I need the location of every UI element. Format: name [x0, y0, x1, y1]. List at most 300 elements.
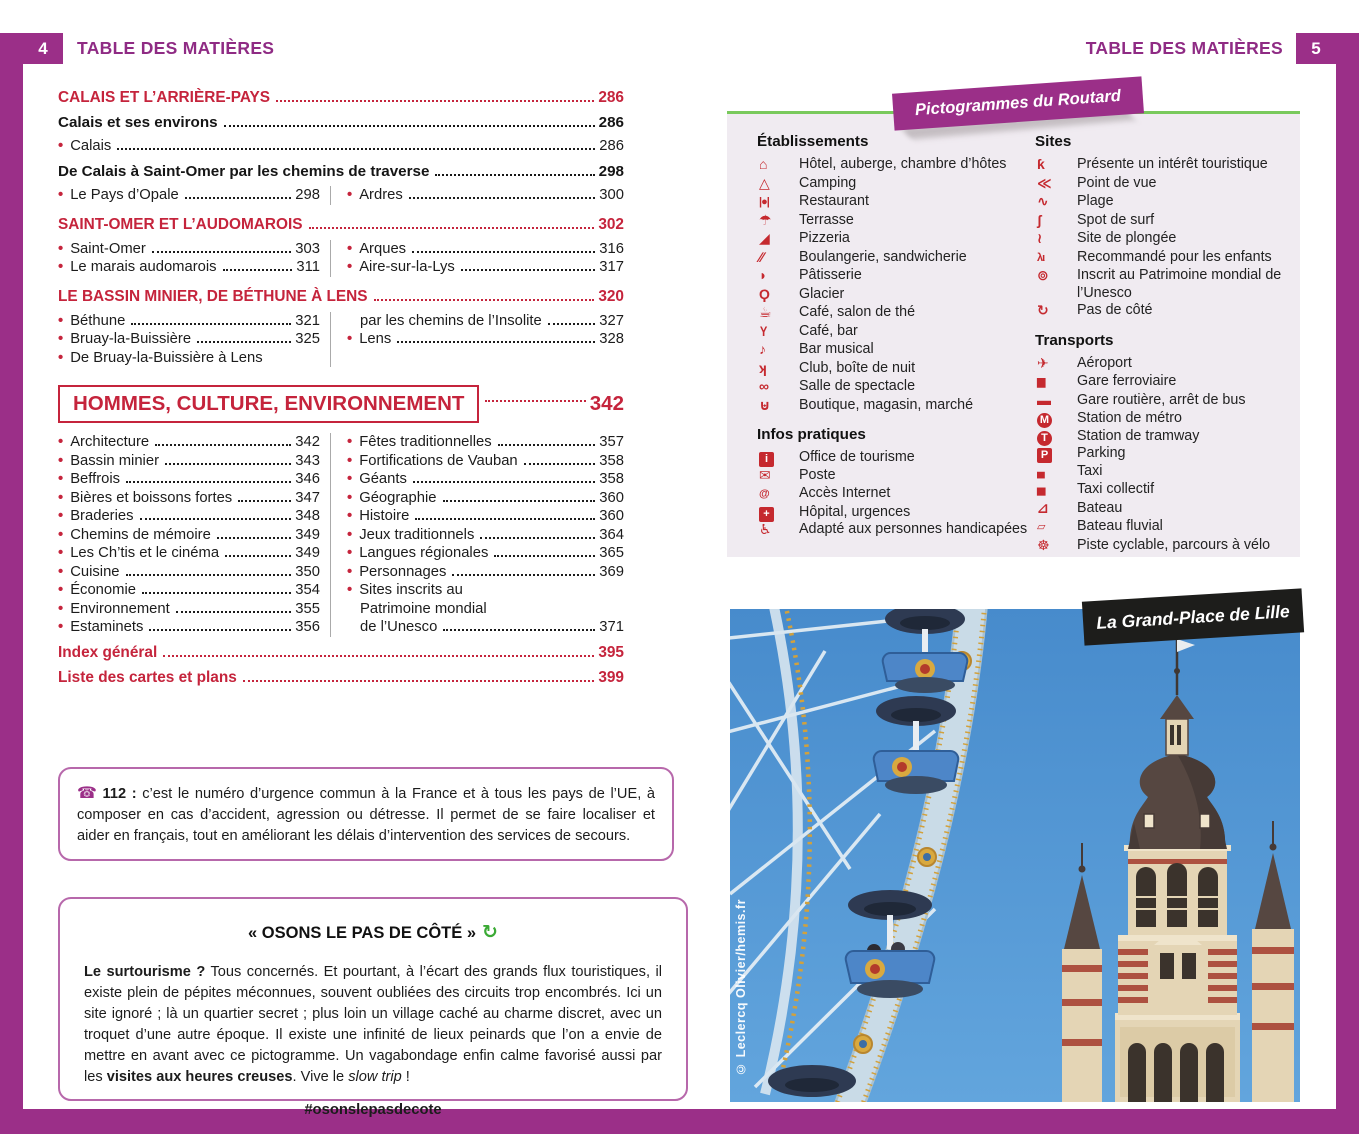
toc-page: 364: [599, 526, 624, 543]
toc-page: 349: [295, 545, 320, 561]
dot-leader: [309, 227, 595, 229]
toc-label: Les Ch’tis et le cinéma: [70, 545, 220, 561]
page-number-left: 4: [23, 33, 63, 64]
toc-row: [58, 544, 320, 563]
toc-row: [58, 215, 624, 234]
bullet-icon: •: [58, 489, 64, 506]
running-head-left: TABLE DES MATIÈRES: [77, 38, 275, 58]
legend-heading-sites: Sites: [1035, 133, 1072, 150]
toc-label: De Calais à Saint-Omer par les chemins de traverse: [58, 163, 430, 180]
toc-row: [347, 470, 624, 489]
toc-row: [58, 452, 320, 471]
dot-leader: [443, 500, 596, 502]
bullet-icon: •: [58, 331, 64, 347]
toc-page: 303: [295, 240, 320, 257]
dot-leader: [452, 574, 595, 576]
toc-row: [347, 563, 624, 582]
dot-leader: [185, 197, 292, 199]
toc-row: [58, 643, 624, 662]
legend-label: Accès Internet: [799, 485, 891, 501]
toc-label: Arques: [359, 240, 407, 257]
dot-leader: [224, 125, 595, 127]
riverboat-icon: ▱: [1037, 521, 1045, 533]
toc-row: [58, 668, 624, 687]
dot-leader: [140, 518, 292, 520]
legend-label: Spot de surf: [1077, 211, 1155, 228]
toc-row: [58, 507, 320, 526]
toc-row: [58, 258, 320, 277]
toc-label: CALAIS ET L’ARRIÈRE-PAYS: [58, 89, 271, 106]
shared-taxi-icon: ▅: [1037, 484, 1045, 496]
toc-label: Béthune: [70, 312, 126, 329]
toc-label: Beffrois: [70, 471, 121, 487]
osons-paragraph: Le surtourisme ? Tous concernés. Et pourtant, à l’écart des grands flux touristiques, il existe plein de pépites méconnues, souvent oubliées des circuits trop encombrés. Ici un site ignoré ; là un quartier secret ; plus loin un village caché au charme discret, avec un troquet d’une autre époque. Il existe une infinité de lieux peinards que l’on a envie de mettre en avant avec ce pictogramme. Un vagabondage enfin calme favorisé aussi par les visites aux heures creuses. Vive le slow trip !: [84, 964, 662, 1086]
bullet-icon: •: [58, 471, 64, 487]
legend-item: [1035, 193, 1290, 212]
legend-label: Bar musical: [799, 341, 874, 357]
toc-row: [58, 563, 320, 582]
legend-item: [757, 193, 1035, 212]
toc-page: 298: [295, 187, 320, 203]
pizzeria-icon: ◢: [759, 230, 770, 246]
toc-row: [58, 526, 320, 545]
toc-page: 342: [295, 434, 320, 450]
legend-label: Office de tourisme: [799, 449, 915, 465]
legend-label: Boulangerie, sandwicherie: [799, 248, 967, 265]
toc-label: Environnement: [70, 600, 170, 617]
legend-heading-establishments: Établissements: [757, 133, 869, 150]
legend-item: [757, 286, 1035, 305]
toc-page: 348: [295, 508, 320, 524]
toc-label: Saint-Omer: [70, 240, 146, 257]
legend-item: [1035, 428, 1290, 446]
toc-label: Cuisine: [70, 563, 120, 580]
dot-leader: [152, 251, 291, 253]
dot-leader: [126, 574, 292, 576]
toc-row: [58, 600, 320, 619]
legend-item: [1035, 518, 1290, 537]
music-bar-icon: ♪: [759, 341, 766, 357]
toc-row: [347, 312, 624, 331]
internet-icon: @: [759, 488, 769, 500]
toc-label: Géants: [359, 471, 407, 487]
toc-page: 343: [295, 452, 320, 469]
legend-item: [1035, 249, 1290, 268]
bullet-icon: •: [58, 434, 64, 450]
legend-label: Gare routière, arrêt de bus: [1077, 391, 1246, 408]
legend-item: [757, 341, 1035, 360]
bullet-icon: •: [58, 563, 64, 580]
toc-label: Aire-sur-la-Lys: [359, 259, 455, 275]
toc-label: par les chemins de l’Insolite: [360, 312, 542, 329]
toc-two-columns: [58, 240, 624, 277]
legend-label: Club, boîte de nuit: [799, 359, 916, 376]
bullet-icon: •: [347, 508, 353, 524]
toc-row: [347, 507, 624, 526]
bakery-icon: ∕∕: [759, 248, 764, 265]
legend-heading-transports: Transports: [1035, 331, 1114, 349]
legend-item: [757, 378, 1035, 397]
legend-item: [757, 521, 1035, 540]
legend-label: Restaurant: [799, 193, 869, 209]
dot-leader: [548, 323, 596, 325]
legend-label: Présente un intérêt touristique: [1077, 156, 1268, 172]
legend-item: [757, 397, 1035, 416]
toc-label: Braderies: [70, 508, 134, 524]
toc-row: [58, 581, 320, 600]
toc-row: [347, 489, 624, 508]
legend-item: [1035, 355, 1290, 374]
legend-item: [1035, 500, 1290, 519]
hotel-icon: ⌂: [759, 156, 768, 172]
emergency-text: c’est le numéro d’urgence commun à la France et à tous les pays de l’UE, à composer en cas d’accident, agression ou détresse. Il permet de se faire localiser et aider en français, tout en améliorant les délais d’intervention des services de secours.: [77, 786, 655, 845]
toc-row: [58, 113, 624, 132]
dot-leader: [461, 269, 595, 271]
toc-page: 328: [599, 331, 624, 347]
metro-icon: M: [1035, 410, 1077, 428]
legend-item: [1035, 373, 1290, 392]
pictogram-banner: Pictogrammes du Routard: [892, 76, 1144, 130]
legend-item: [757, 156, 1035, 175]
toc-page: 300: [599, 187, 624, 203]
surf-icon: ʃ: [1037, 211, 1042, 228]
legend-item: [757, 467, 1035, 486]
right-spine-stripe: [1336, 33, 1359, 1134]
toc-page: 365: [599, 545, 624, 561]
legend-item: [1035, 302, 1290, 321]
bullet-icon: •: [58, 619, 64, 635]
camping-icon: △: [759, 174, 770, 191]
bullet-icon: •: [347, 240, 353, 257]
legend-list-infos: [757, 449, 1035, 540]
toc-page: 355: [295, 600, 320, 617]
sidestep-green-icon: ↻: [482, 922, 498, 943]
toc-page: 360: [599, 508, 624, 524]
page-number-right: 5: [1296, 33, 1336, 64]
legend-item: [1035, 267, 1290, 302]
toc-row: [347, 186, 624, 205]
bullet-icon: •: [347, 331, 353, 347]
kids-icon: λι: [1037, 251, 1045, 264]
unesco-icon: ⊚: [1037, 267, 1049, 283]
boat-icon: ⊿: [1037, 499, 1049, 516]
legend-label: Salle de spectacle: [799, 378, 916, 394]
toc-row: [58, 88, 624, 107]
toc-row: [347, 526, 624, 545]
toc-page: 350: [295, 563, 320, 580]
legend-item: [757, 304, 1035, 323]
dot-leader: [142, 592, 291, 594]
legend-label: Pizzeria: [799, 230, 850, 246]
icecream-icon: Ϙ: [759, 285, 770, 302]
bullet-icon: •: [58, 138, 64, 154]
dot-leader: [217, 537, 291, 539]
toc-label: Estaminets: [70, 619, 144, 635]
toc-row: [347, 433, 624, 452]
bullet-icon: •: [58, 187, 64, 203]
dot-leader: [176, 611, 292, 613]
legend-label: Station de tramway: [1077, 427, 1200, 444]
legend-item: [757, 485, 1035, 504]
legend-label: Glacier: [799, 285, 845, 302]
dot-leader: [443, 629, 595, 631]
bus-station-icon: ▬: [1037, 391, 1051, 408]
dot-leader: [238, 500, 291, 502]
toc-page: 286: [598, 89, 624, 106]
legend-item: [1035, 410, 1290, 428]
legend-label: Hôtel, auberge, chambre d’hôtes: [799, 156, 1007, 172]
toc-row: [58, 186, 320, 205]
legend-label: Bateau: [1077, 499, 1123, 516]
toc-label: de l’Unesco: [360, 619, 438, 635]
legend-label: Poste: [799, 466, 836, 483]
legend-item: [1035, 463, 1290, 482]
toc-block-bottom: [58, 643, 624, 687]
legend-label: Station de métro: [1077, 410, 1182, 426]
bullet-icon: •: [58, 259, 64, 275]
dot-leader: [223, 269, 293, 271]
toc-page: 317: [599, 259, 624, 275]
toc-row: [347, 618, 624, 637]
toc-label: Langues régionales: [359, 545, 489, 561]
toc-page: 298: [598, 163, 624, 180]
phone-icon: ☎: [77, 785, 99, 802]
toc-label: Index général: [58, 643, 158, 661]
dot-leader: [225, 555, 291, 557]
bullet-icon: •: [347, 471, 353, 487]
table-of-contents: [58, 78, 624, 691]
toc-page: 316: [599, 240, 624, 257]
legend-item: [757, 175, 1035, 194]
legend-item: [757, 360, 1035, 379]
toc-row: [58, 349, 320, 368]
legend-label: Pas de côté: [1077, 302, 1153, 318]
legend-item: [1035, 481, 1290, 500]
toc-row: [347, 258, 624, 277]
boxed-section-title: HOMMES, CULTURE, ENVIRONNEMENT: [58, 385, 479, 423]
cafe-bar-icon: Y: [759, 322, 768, 339]
toc-label: Bruay-la-Buissière: [70, 331, 192, 347]
dot-leader: [155, 444, 291, 446]
toc-page: 286: [598, 114, 624, 131]
dot-leader: [126, 481, 291, 483]
wheelchair-icon: ♿: [759, 521, 772, 537]
toc-row: [347, 544, 624, 563]
toc-row: [347, 240, 624, 259]
airport-icon: ✈: [1037, 354, 1049, 371]
pictogram-panel: [727, 111, 1300, 557]
bullet-icon: •: [347, 452, 353, 469]
cafe-tea-icon: ☕: [759, 304, 772, 320]
bullet-icon: •: [347, 187, 353, 203]
toc-page: 354: [295, 582, 320, 598]
dot-leader: [524, 463, 596, 465]
bullet-icon: •: [347, 259, 353, 275]
toc-label: Géographie: [359, 489, 437, 506]
toc-page: 358: [599, 452, 624, 469]
beach-icon: ∿: [1037, 193, 1049, 209]
bullet-icon: •: [58, 452, 64, 469]
toc-row: [347, 600, 624, 619]
photo-illustration: [730, 609, 1300, 1102]
diving-icon: ≀: [1037, 230, 1043, 246]
terrace-icon: ☂: [759, 211, 772, 228]
toc-section-bassin: [58, 287, 624, 306]
toc-label: Fortifications de Vauban: [359, 452, 518, 469]
toc-page: 358: [599, 471, 624, 487]
toc-page: 371: [599, 619, 624, 635]
toc-label: LE BASSIN MINIER, DE BÉTHUNE À LENS: [58, 287, 368, 305]
legend-label: Inscrit au Patrimoine mondial de l’Unesco: [1077, 267, 1282, 301]
osons-note-box: [58, 897, 688, 1119]
toc-page: 346: [295, 471, 320, 487]
dot-leader: [374, 299, 595, 301]
toc-section-audomarois: [58, 215, 624, 234]
toc-page: 321: [295, 312, 320, 329]
legend-label: Recommandé pour les enfants: [1077, 248, 1272, 265]
bullet-icon: •: [58, 526, 64, 543]
restaurant-icon: |●|: [759, 196, 769, 208]
toc-label: SAINT-OMER ET L’AUDOMAROIS: [58, 215, 303, 233]
bullet-icon: •: [347, 545, 353, 561]
legend-item: [1035, 156, 1290, 175]
legend-label: Café, salon de thé: [799, 304, 916, 320]
tram-icon: T: [1035, 428, 1077, 446]
legend-label: Terrasse: [799, 211, 854, 228]
toc-page: 395: [598, 643, 624, 661]
toc-page: 347: [295, 489, 320, 506]
toc-label: Personnages: [359, 563, 447, 580]
dot-leader: [397, 341, 595, 343]
bike-icon: ☸: [1037, 536, 1050, 553]
bullet-icon: •: [58, 312, 64, 329]
bullet-icon: •: [347, 489, 353, 506]
emergency-note-box: [58, 767, 674, 861]
toc-page: 369: [599, 563, 624, 580]
photo-caption: La Grand-Place de Lille: [1082, 588, 1304, 645]
photo-credit: © Leclercq Olivier/hemis.fr: [734, 899, 748, 1076]
legend-item: [1035, 537, 1290, 556]
legend-item: [1035, 392, 1290, 411]
toc-label: Ardres: [359, 187, 403, 203]
bullet-icon: •: [347, 563, 353, 580]
photo-grand-place-lille: [730, 609, 1300, 1102]
legend-label: Gare ferroviaire: [1077, 373, 1177, 389]
legend-item: [757, 212, 1035, 231]
toc-two-columns: [58, 433, 624, 637]
dot-leader: [435, 174, 594, 176]
bullet-icon: •: [58, 545, 64, 561]
toc-row: [58, 137, 624, 156]
toc-label: Économie: [70, 582, 136, 598]
toc-page: 342: [589, 392, 624, 415]
taxi-icon: ▄: [1037, 465, 1044, 478]
viewpoint-icon: ≪: [1037, 174, 1052, 191]
dot-leader: [480, 537, 595, 539]
dot-leader: [413, 481, 595, 483]
dot-leader: [276, 100, 594, 102]
toc-page: 360: [599, 489, 624, 506]
bullet-icon: •: [347, 582, 353, 598]
toc-label: Patrimoine mondial: [360, 600, 487, 617]
running-head-right: TABLE DES MATIÈRES: [1085, 38, 1283, 58]
toc-page: 349: [295, 526, 320, 543]
toc-page: 399: [598, 668, 624, 686]
toc-two-columns: [58, 186, 624, 205]
bullet-icon: •: [58, 508, 64, 524]
toc-label: Calais et ses environs: [58, 114, 218, 131]
legend-label: Taxi collectif: [1077, 481, 1155, 497]
dot-leader: [415, 518, 595, 520]
osons-hashtag: #osonslepasdecote: [304, 1102, 442, 1119]
toc-page: 302: [598, 215, 624, 233]
bullet-icon: •: [58, 600, 64, 617]
toc-row: [58, 489, 320, 508]
pastry-icon: ◗: [759, 267, 768, 283]
legend-label: Aéroport: [1077, 354, 1132, 371]
dot-leader: [117, 148, 595, 150]
osons-title: « OSONS LE PAS DE CÔTÉ » ↻: [248, 922, 498, 943]
toc-label: Jeux traditionnels: [359, 526, 475, 543]
toc-label: Calais: [70, 138, 112, 154]
tourist-office-icon: i: [757, 449, 799, 467]
toc-row: [347, 581, 624, 600]
bullet-icon: •: [58, 582, 64, 598]
legend-item: [757, 323, 1035, 342]
toc-label: Le Pays d’Opale: [70, 187, 179, 203]
toc-row: [58, 433, 320, 452]
dot-leader: [243, 680, 595, 682]
post-icon: ✉: [759, 466, 771, 483]
sidestep-icon: ↻: [1037, 302, 1049, 318]
toc-label: Bières et boissons fortes: [70, 489, 233, 506]
legend-item: [1035, 212, 1290, 231]
legend-list-establishments: [757, 156, 1035, 415]
toc-two-columns: [58, 312, 624, 368]
legend-label: Boutique, magasin, marché: [799, 396, 974, 413]
legend-label: Plage: [1077, 193, 1114, 209]
show-venue-icon: ∞: [759, 378, 769, 394]
toc-label: Histoire: [359, 508, 410, 524]
legend-label: Site de plongée: [1077, 230, 1177, 246]
legend-item: [1035, 175, 1290, 194]
toc-row: [58, 330, 320, 349]
gondola: [768, 1065, 856, 1097]
legend-item: [1035, 230, 1290, 249]
emergency-number: 112 :: [102, 786, 137, 802]
legend-label: Point de vue: [1077, 174, 1157, 191]
legend-heading-infos: Infos pratiques: [757, 426, 866, 443]
toc-page: 325: [295, 331, 320, 347]
toc-row: [347, 452, 624, 471]
shop-icon: ⊎: [759, 396, 771, 413]
left-spine-stripe: [0, 33, 23, 1134]
bullet-icon: •: [347, 434, 353, 450]
toc-label: De Bruay-la-Buissière à Lens: [70, 349, 263, 366]
train-station-icon: ▆: [1037, 376, 1045, 388]
dot-leader: [485, 400, 585, 402]
legend-label: Pâtisserie: [799, 267, 862, 283]
legend-label: Parking: [1077, 445, 1126, 461]
toc-row: [58, 240, 320, 259]
legend-item: [757, 504, 1035, 522]
toc-label: Liste des cartes et plans: [58, 668, 237, 686]
legend-label: Taxi: [1077, 462, 1103, 479]
toc-row: [347, 330, 624, 349]
dot-leader: [131, 323, 291, 325]
legend-item: [1035, 445, 1290, 463]
tourist-interest-icon: ƙ: [1037, 156, 1045, 172]
